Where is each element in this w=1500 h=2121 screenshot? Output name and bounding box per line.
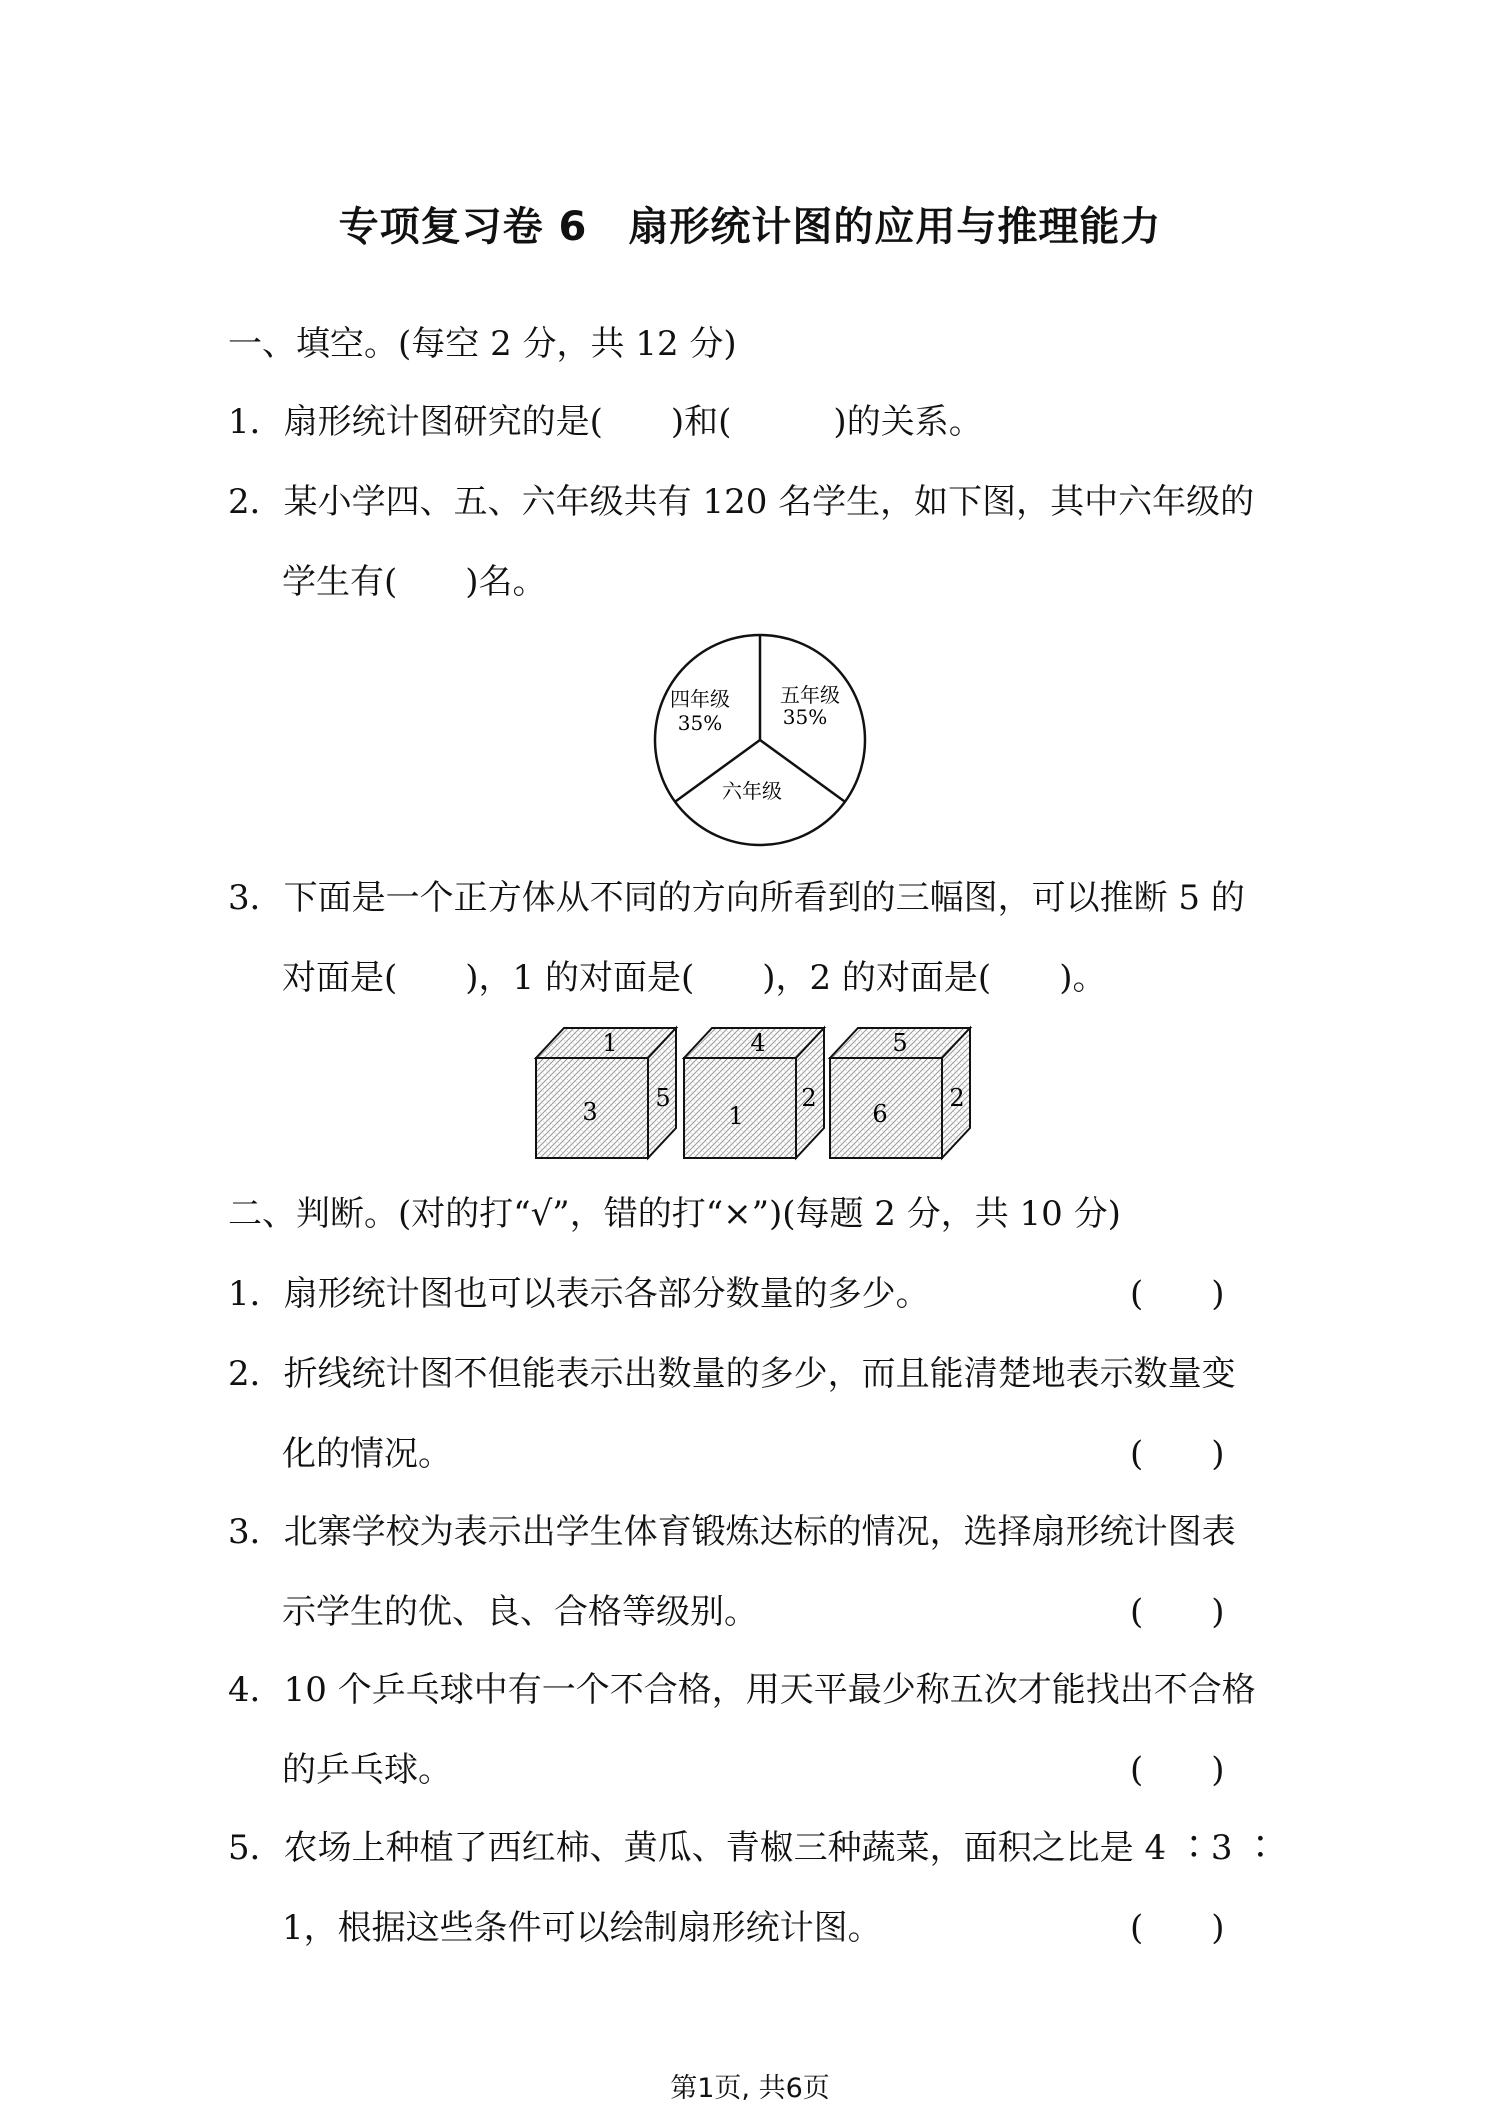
section1-heading: 一、填空。(每空 2 分，共 12 分) bbox=[228, 324, 737, 364]
cube-view-3 bbox=[830, 1028, 970, 1158]
page-title: 专项复习卷 6 扇形统计图的应用与推理能力 bbox=[338, 204, 1162, 250]
judge-4-line2: 的乒乓球。 bbox=[282, 1750, 452, 1790]
cube-2-front: 1 bbox=[728, 1102, 744, 1130]
judge-4-line1: 4．10 个乒乓球中有一个不合格，用天平最少称五次才能找出不合格 bbox=[228, 1670, 1256, 1710]
question-1-3-line1: 3．下面是一个正方体从不同的方向所看到的三幅图，可以推断 5 的 bbox=[228, 878, 1245, 918]
pie-label-grade4: 四年级 bbox=[670, 687, 730, 711]
question-1-2-line2: 学生有( )名。 bbox=[282, 562, 547, 602]
cube-3-right: 2 bbox=[949, 1084, 965, 1112]
judge-2-answer-bracket: ( ) bbox=[1130, 1434, 1225, 1474]
pie-label-grade5: 五年级 bbox=[780, 683, 840, 707]
judge-3-line2: 示学生的优、良、合格等级别。 bbox=[282, 1592, 758, 1632]
cube-2-right: 2 bbox=[801, 1084, 817, 1112]
question-1-3-line2: 对面是( )，1 的对面是( )，2 的对面是( )。 bbox=[282, 958, 1107, 998]
question-1-1: 1．扇形统计图研究的是( )和( )的关系。 bbox=[228, 402, 983, 442]
pie-value-grade4: 35% bbox=[677, 711, 723, 735]
judge-2-line2: 化的情况。 bbox=[282, 1434, 452, 1474]
section2-heading: 二、判断。(对的打“√”，错的打“×”)(每题 2 分，共 10 分) bbox=[228, 1194, 1121, 1234]
judge-1-answer-bracket: ( ) bbox=[1130, 1274, 1225, 1314]
judge-5-line2: 1，根据这些条件可以绘制扇形统计图。 bbox=[282, 1908, 882, 1948]
cube-2-top: 4 bbox=[750, 1029, 766, 1057]
pie-chart bbox=[640, 620, 880, 860]
cube-views bbox=[530, 1018, 990, 1168]
judge-1-line1: 1．扇形统计图也可以表示各部分数量的多少。 bbox=[228, 1274, 930, 1314]
judge-3-line1: 3．北寨学校为表示出学生体育锻炼达标的情况，选择扇形统计图表 bbox=[228, 1512, 1236, 1552]
cube-view-2 bbox=[684, 1028, 824, 1158]
cube-3-front: 6 bbox=[872, 1100, 888, 1128]
question-1-2-line1: 2．某小学四、五、六年级共有 120 名学生，如下图，其中六年级的 bbox=[228, 482, 1255, 522]
cube-1-top: 1 bbox=[602, 1029, 618, 1057]
judge-5-answer-bracket: ( ) bbox=[1130, 1908, 1225, 1948]
cube-view-1 bbox=[536, 1028, 676, 1158]
judge-4-answer-bracket: ( ) bbox=[1130, 1750, 1225, 1790]
judge-2-line1: 2．折线统计图不但能表示出数量的多少，而且能清楚地表示数量变 bbox=[228, 1354, 1236, 1394]
judge-3-answer-bracket: ( ) bbox=[1130, 1592, 1225, 1632]
judge-5-line1: 5．农场上种植了西红柿、黄瓜、青椒三种蔬菜，面积之比是 4 ∶3 ∶ bbox=[228, 1828, 1278, 1868]
cube-1-front: 3 bbox=[582, 1098, 598, 1126]
pie-label-grade6: 六年级 bbox=[722, 779, 782, 803]
pie-value-grade5: 35% bbox=[782, 705, 828, 729]
page-footer: 第1页, 共6页 bbox=[670, 2073, 830, 2104]
cube-1-right: 5 bbox=[655, 1084, 671, 1112]
cube-3-top: 5 bbox=[892, 1029, 908, 1057]
